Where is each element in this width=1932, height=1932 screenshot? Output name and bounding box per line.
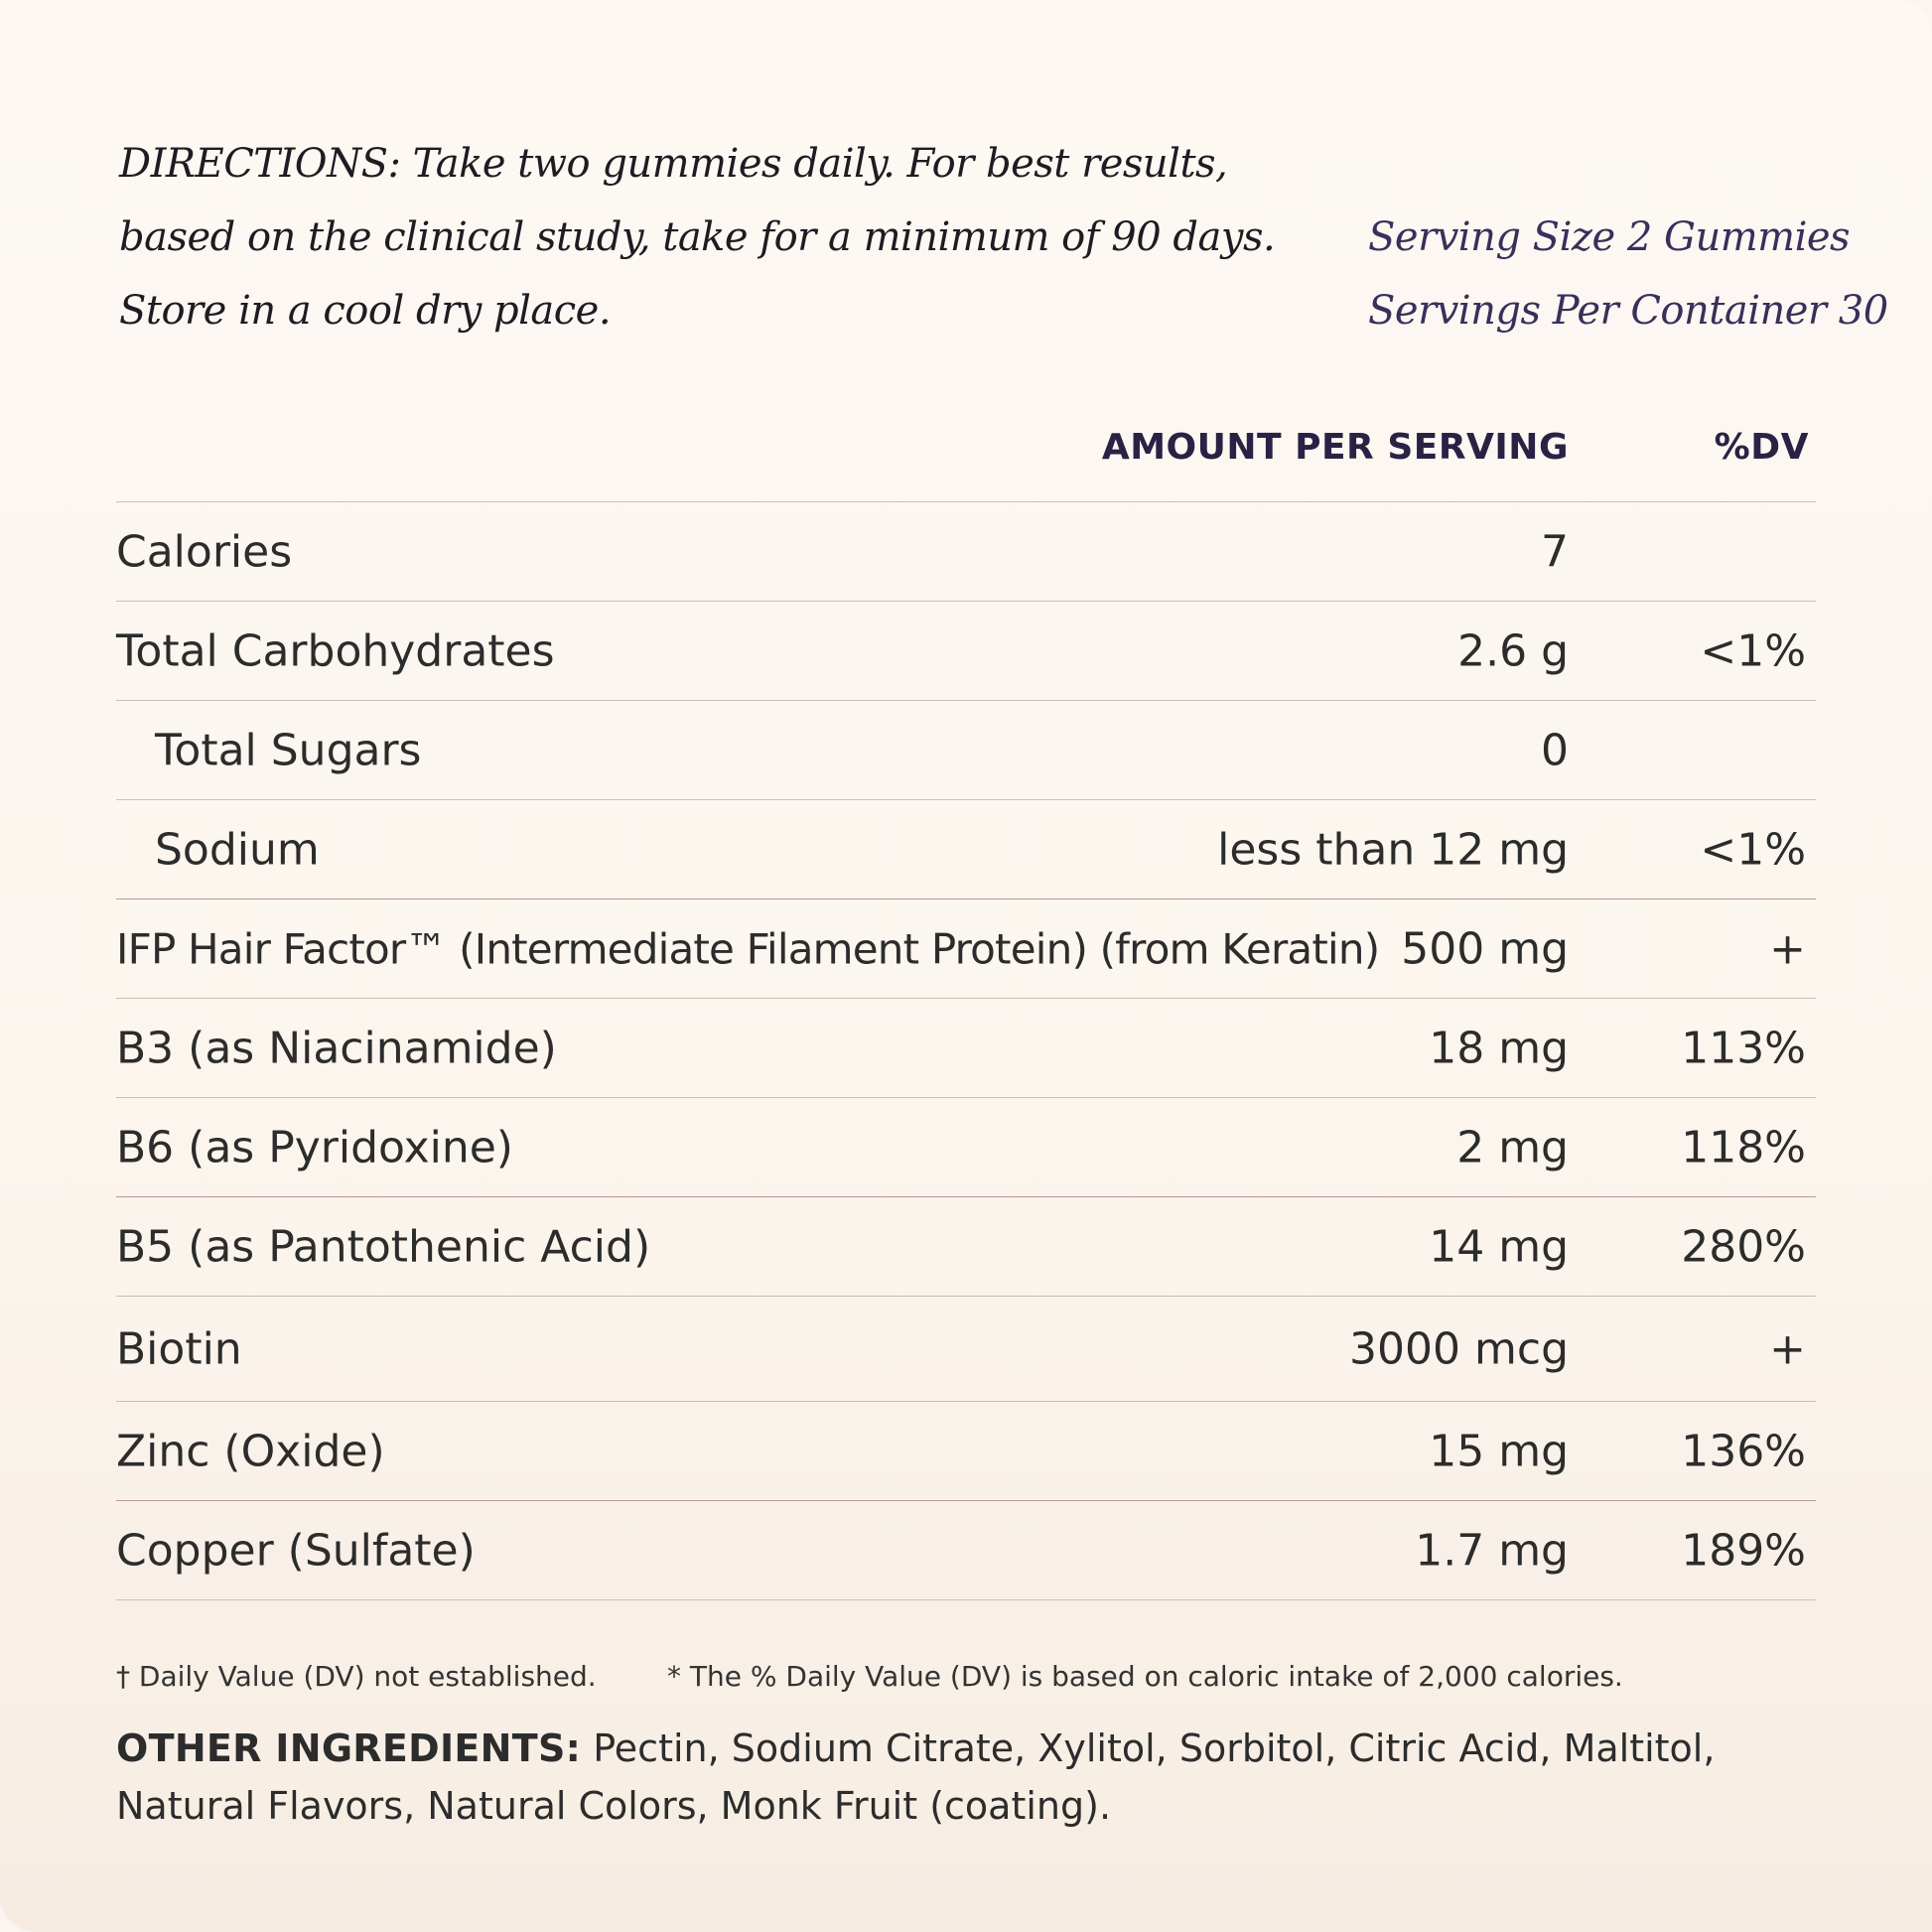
directions-line: based on the clinical study, take for a minimum of 90 days. — [119, 214, 1276, 260]
nutrient-amount: 1.7 mg — [1415, 1525, 1569, 1576]
nutrient-dv: + — [1769, 923, 1806, 974]
table-row — [116, 1197, 1816, 1297]
nutrient-dv: 136% — [1681, 1426, 1806, 1476]
nutrient-name: Total Sugars — [155, 725, 422, 775]
nutrient-dv: 189% — [1681, 1525, 1806, 1576]
nutrient-dv: + — [1769, 1323, 1806, 1374]
directions-line: DIRECTIONS: Take two gummies daily. For best results, — [119, 141, 1228, 187]
servings-per-container: Servings Per Container 30 — [1368, 288, 1888, 334]
nutrition-table — [116, 417, 1816, 1600]
other-ingredients — [116, 1720, 1824, 1835]
table-row — [116, 1098, 1816, 1197]
table-row — [116, 1402, 1816, 1501]
ingredients-text: Pectin, Sodium Citrate, Xylitol, Sorbitol, Citric Acid, Maltitol, Natural Flavors, Natural Colors, Monk Fruit (coating). — [116, 1726, 1716, 1828]
nutrient-dv: 113% — [1681, 1023, 1806, 1073]
nutrient-amount: less than 12 mg — [1217, 824, 1569, 875]
nutrient-amount: 3000 mcg — [1349, 1323, 1569, 1374]
ingredients-label: OTHER INGREDIENTS: — [116, 1726, 582, 1770]
table-row — [116, 1297, 1816, 1402]
nutrient-name: B5 (as Pantothenic Acid) — [116, 1221, 651, 1272]
table-row — [116, 602, 1816, 701]
table-row — [116, 502, 1816, 602]
nutrient-dv: <1% — [1700, 824, 1806, 875]
nutrient-amount: 0 — [1541, 725, 1569, 775]
nutrient-dv: <1% — [1700, 625, 1806, 676]
nutrient-amount: 2.6 g — [1457, 625, 1569, 676]
footnote-asterisk: * The % Daily Value (DV) is based on caloric intake of 2,000 calories. — [667, 1660, 1623, 1693]
nutrient-name: B3 (as Niacinamide) — [116, 1023, 557, 1073]
nutrient-amount: 7 — [1541, 526, 1569, 577]
nutrient-name: B6 (as Pyridoxine) — [116, 1122, 513, 1173]
table-row — [116, 701, 1816, 800]
nutrient-amount: 500 mg — [1401, 923, 1569, 974]
nutrient-name: Copper (Sulfate) — [116, 1525, 476, 1576]
table-row — [116, 1501, 1816, 1600]
serving-info — [1368, 201, 1888, 347]
nutrient-amount: 15 mg — [1429, 1426, 1569, 1476]
nutrient-name: Biotin — [116, 1323, 242, 1374]
nutrient-name: Total Carbohydrates — [116, 625, 555, 676]
directions-line: Store in a cool dry place. — [119, 288, 612, 334]
table-row — [116, 899, 1816, 999]
nutrient-name: Zinc (Oxide) — [116, 1426, 385, 1476]
footnote-dagger: † Daily Value (DV) not established. — [116, 1660, 597, 1693]
nutrient-name: Sodium — [155, 824, 320, 875]
header-daily-value: %DV — [1714, 427, 1809, 468]
nutrient-name: Calories — [116, 526, 293, 577]
header-amount-per-serving: AMOUNT PER SERVING — [1101, 427, 1569, 468]
table-header — [116, 417, 1816, 502]
serving-size: Serving Size 2 Gummies — [1368, 214, 1851, 260]
nutrient-amount: 2 mg — [1456, 1122, 1569, 1173]
nutrient-dv: 280% — [1681, 1221, 1806, 1272]
nutrient-name: IFP Hair Factor™ (Intermediate Filament Protein) (from Keratin) — [116, 924, 1380, 973]
nutrient-amount: 14 mg — [1429, 1221, 1569, 1272]
nutrient-dv: 118% — [1681, 1122, 1806, 1173]
directions-text — [119, 127, 1276, 347]
table-row — [116, 800, 1816, 899]
table-row — [116, 999, 1816, 1098]
nutrient-amount: 18 mg — [1429, 1023, 1569, 1073]
